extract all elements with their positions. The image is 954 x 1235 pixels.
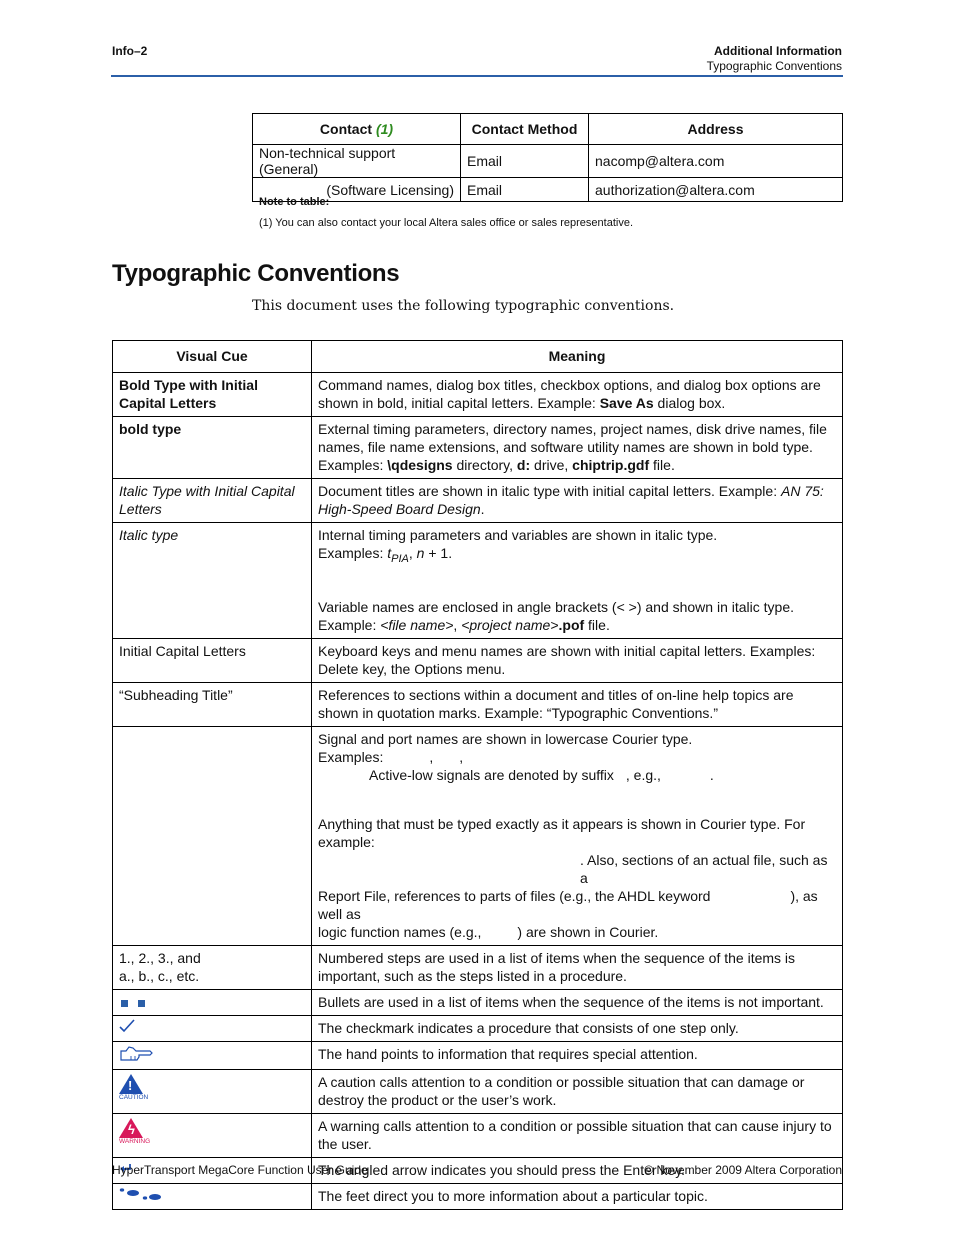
conventions-table: [112, 340, 843, 1210]
meaning-cell: Bullets are used in a list of items when the sequence of the items is not important.: [312, 989, 843, 1015]
running-header: [707, 44, 842, 74]
table-row: [113, 373, 843, 417]
table-note: (1) You can also contact your local Altera sales office or sales representative.: [259, 217, 634, 229]
meaning-cell: Keyboard keys and menu names are shown with initial capital letters. Examples: Delete key, the Options menu.: [312, 638, 843, 682]
text: d:: [516, 457, 531, 473]
spacer: [318, 568, 836, 598]
footnote-ref[interactable]: (1): [375, 121, 394, 137]
conventions-header: [113, 341, 843, 373]
col-address: Address: [589, 114, 843, 145]
text: [318, 544, 836, 568]
meaning-cell: [312, 417, 843, 479]
col-meaning: Meaning: [312, 341, 843, 373]
text: Command names, dialog box titles, checkbox options, and dialog box options are shown in bold, initial capital letters. Example:: [318, 377, 821, 411]
text: Active-low signals are denoted by suffix: [369, 766, 614, 783]
text: chiptrip.gdf: [572, 457, 650, 473]
col-method: Contact Method: [461, 114, 589, 145]
checkmark-icon: [119, 1019, 135, 1033]
table-row: [113, 417, 843, 479]
text: [318, 730, 836, 766]
meaning-cell: The checkmark indicates a procedure that consists of one step only.: [312, 1015, 843, 1041]
meaning-cell: A caution calls attention to a condition or possible situation that can damage or destroy the product or the user’s work.: [312, 1069, 843, 1113]
caution-icon: ! CAUTION: [119, 1074, 305, 1102]
page-label: Info–2: [112, 44, 148, 58]
text: External timing parameters, directory names, project names, disk drive names, file names, file name extensions, and software utility names are shown in bold type. Examples:: [318, 421, 827, 473]
meaning-cell: A warning calls attention to a condition or possible situation that can cause injury to the user.: [312, 1113, 843, 1157]
text: , e.g.,: [625, 766, 661, 783]
text: Save As: [599, 395, 654, 411]
table-row: [113, 479, 843, 523]
meaning-cell: [312, 373, 843, 417]
text: + 1.: [424, 545, 453, 561]
cell-contact: Non-technical support (General): [253, 145, 461, 178]
text: Variable names are enclosed in angle brackets (< >) and shown in italic type. Example:: [318, 598, 795, 633]
text: n: [416, 545, 425, 561]
table-row: [113, 1183, 843, 1209]
text: PIA: [391, 552, 409, 565]
text: [318, 887, 836, 923]
table-row: [113, 945, 843, 989]
text: file.: [649, 457, 675, 473]
meaning-cell: [312, 523, 843, 639]
table-row: [113, 1113, 843, 1157]
cell-method: Email: [461, 178, 589, 202]
text: 1., 2., 3., and: [119, 949, 201, 966]
footer-title: HyperTransport MegaCore Function User Guide: [112, 1163, 368, 1177]
text: Document titles are shown in italic type with initial capital letters. Example:: [318, 483, 781, 499]
caution-label: CAUTION: [119, 1093, 149, 1101]
table-row: [113, 682, 843, 726]
table-row: [113, 638, 843, 682]
cell-address: nacomp@altera.com: [589, 145, 843, 178]
table-row: [113, 1069, 843, 1113]
text: \qdesigns: [387, 457, 453, 473]
table-row: [113, 1015, 843, 1041]
contact-table-header: [253, 114, 843, 145]
text: a., b., c., etc.: [119, 967, 200, 984]
text: [318, 923, 836, 941]
cue-cell: [113, 1113, 312, 1157]
cell-address: authorization@altera.com: [589, 178, 843, 202]
meaning-cell: [312, 726, 843, 945]
contact-table: [252, 113, 843, 202]
table-row: [113, 726, 843, 945]
section-title: Typographic Conventions: [112, 260, 400, 287]
meaning-cell: The feet direct you to more information about a particular topic.: [312, 1183, 843, 1209]
header-section: Additional Information: [714, 44, 842, 58]
header-subsection: Typographic Conventions: [706, 59, 842, 73]
spacer: [318, 784, 836, 815]
text: drive,: [530, 457, 573, 473]
text: Anything that must be typed exactly as it appears is shown in Courier type. For example:: [318, 815, 806, 850]
cue-cell: [113, 1183, 312, 1209]
text: <file name>: [380, 616, 454, 633]
bullet-squares-icon: [119, 994, 153, 1010]
text: .: [480, 501, 485, 517]
meaning-cell: References to sections within a document and titles of on-line help topics are shown in quotation marks. Example: “Typographic Conventions.”: [312, 682, 843, 726]
table-row: [113, 989, 843, 1015]
text: ,: [453, 616, 462, 633]
text: .pof: [558, 616, 585, 633]
text: file.: [584, 616, 610, 633]
cue-cell: Italic type: [113, 523, 312, 639]
cue-cell: [113, 1041, 312, 1069]
table-note-title: Note to table:: [259, 196, 330, 208]
cue-cell: [113, 945, 312, 989]
pointing-hand-icon: [119, 1045, 153, 1061]
footer-copyright: © November 2009 Altera Corporation: [644, 1163, 842, 1177]
text: t: [387, 545, 392, 561]
cue-cell: [113, 1069, 312, 1113]
text: ,: [429, 748, 434, 765]
text: ,: [408, 545, 417, 561]
text: .: [709, 766, 714, 783]
text: logic function names (e.g.,: [318, 923, 482, 940]
text: dialog box.: [653, 395, 726, 411]
text: Examples:: [318, 545, 388, 561]
cell-method: Email: [461, 145, 589, 178]
meaning-cell: The angled arrow indicates you should press the Enter key.: [312, 1157, 843, 1183]
cue-cell: bold type: [113, 417, 312, 479]
feet-icon: [119, 1187, 161, 1201]
table-row: [113, 1041, 843, 1069]
cue-cell: “Subheading Title”: [113, 682, 312, 726]
cell-contact: (Software Licensing): [253, 178, 461, 202]
col-contact-label: Contact: [319, 121, 373, 137]
text: . Also, sections of an actual file, such as a: [580, 851, 828, 886]
text: directory,: [452, 457, 517, 473]
col-contact: [253, 114, 461, 145]
text: ), as well as: [318, 887, 818, 922]
table-row: [113, 523, 843, 639]
table-row: [253, 145, 843, 178]
cue-cell: Bold Type with Initial Capital Letters: [113, 373, 312, 417]
text: ,: [459, 748, 464, 765]
table-row: [253, 178, 843, 202]
text: Report File, references to parts of files (e.g., the AHDL keyword: [318, 887, 711, 904]
meaning-cell: Numbered steps are used in a list of items when the sequence of the items is important, such as the steps listed in a procedure.: [312, 945, 843, 989]
intro-text: This document uses the following typographic conventions.: [252, 298, 675, 314]
cue-cell: [113, 1015, 312, 1041]
header-rule: [111, 75, 843, 77]
cue-cell: Initial Capital Letters: [113, 638, 312, 682]
text: Internal timing parameters and variables are shown in italic type.: [318, 527, 718, 543]
meaning-cell: [312, 479, 843, 523]
cue-cell: Italic Type with Initial Capital Letters: [113, 479, 312, 523]
text: <project name>: [461, 616, 559, 633]
col-visual-cue: Visual Cue: [113, 341, 312, 373]
meaning-cell: The hand points to information that requires special attention.: [312, 1041, 843, 1069]
text: AN 75: High-Speed Board Design: [318, 483, 824, 517]
text: [318, 598, 836, 634]
cue-cell: [113, 989, 312, 1015]
text: [318, 766, 836, 784]
text: ) are shown in Courier.: [517, 923, 659, 940]
text: Signal and port names are shown in lowercase Courier type. Examples:: [318, 730, 693, 765]
warning-label: WARNING: [119, 1137, 151, 1145]
cue-cell: [113, 726, 312, 945]
warning-icon: ϟ WARNING: [119, 1118, 305, 1146]
